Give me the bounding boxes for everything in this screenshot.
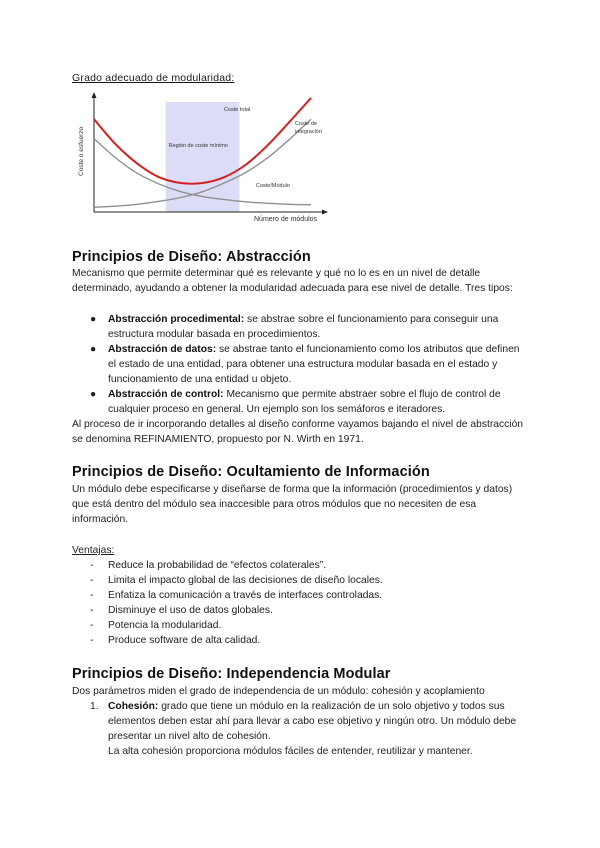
ocultamiento-intro: Un módulo debe especificarse y diseñarse de forma que la información (procedimientos y datos) que está dentro del módulo sea inaccesible para otros módulos que no necesiten de esa información.: [72, 484, 513, 525]
dash-marker: -: [90, 560, 94, 571]
modularity-chart: [72, 88, 372, 238]
term: Abstracción procedimental:: [108, 314, 245, 325]
section-heading-ocultamiento: Principios de Diseño: Ocultamiento de Información: [72, 464, 430, 480]
list-number: 1.: [90, 701, 99, 712]
definition: se abstrae sobre el funcionamiento para conseguir una estructura modular basada en procedimientos.: [108, 314, 499, 340]
term: Abstracción de control:: [108, 389, 224, 400]
independencia-list: [90, 699, 530, 759]
dash-marker: -: [90, 635, 94, 646]
definition: Mecanismo que permite abstraer sobre el flujo de control de cualquier proceso en general. Un ejemplo son los semáforos e iteradores.: [108, 389, 501, 415]
abstraccion-closing: Al proceso de ir incorporando detalles al diseño conforme vayamos bajando el nivel de abstracción se denomina REFINAMIENTO, propuesto por N. Wirth en 1971.: [72, 419, 524, 445]
y-axis-arrow: [92, 92, 97, 98]
definition: se abstrae tanto el funcionamiento como los atributos que definen el estado de una entidad, para obtener una estructura modular basada en el estado y funcionamiento de una entidad u objeto.: [108, 344, 520, 385]
section-heading-independencia: Principios de Diseño: Independencia Modular: [72, 666, 391, 682]
x-axis-arrow: [322, 210, 328, 215]
abstraccion-intro: Mecanismo que permite determinar qué es relevante y qué no lo es en un nivel de detalle determinado, ayudando a obtener la modularidad adecuada para ese nivel de detalle. Tres tipos:: [72, 268, 513, 294]
legend-cost-per-module: Coste/Módulo: [256, 183, 290, 189]
bullet-icon: ●: [90, 389, 97, 400]
min-cost-region: [166, 102, 240, 212]
list-item: - Enfatiza la comunicación a través de interfaces controladas.: [90, 590, 383, 601]
definition-extra: La alta cohesión proporciona módulos fáciles de entender, reutilizar y mantener.: [108, 746, 473, 757]
list-item: - Produce software de alta calidad.: [90, 635, 261, 646]
dash-marker: -: [90, 575, 94, 586]
legend-integration-cost: Coste de integración: [295, 121, 322, 135]
bullet-icon: ●: [90, 314, 97, 325]
list-item: [90, 699, 530, 759]
x-axis-label: Número de módulos: [254, 216, 318, 223]
dash-marker: -: [90, 620, 94, 631]
bullet-icon: ●: [90, 344, 97, 355]
ventajas-list: [90, 558, 510, 648]
term: Abstracción de datos:: [108, 344, 217, 355]
list-item: [90, 312, 530, 342]
section-heading-abstraccion: Principios de Diseño: Abstracción: [72, 249, 311, 265]
list-item: [90, 387, 530, 417]
ventajas-label: Ventajas:: [72, 545, 115, 556]
independencia-intro: Dos parámetros miden el grado de independencia de un módulo: cohesión y acoplamiento: [72, 686, 485, 697]
term: Cohesión:: [108, 701, 159, 712]
list-item: - Limita el impacto global de las decisiones de diseño locales.: [90, 575, 383, 586]
figure-title: Grado adecuado de modularidad:: [72, 72, 235, 84]
abstraccion-types-list: [90, 312, 530, 417]
list-item: - Disminuye el uso de datos globales.: [90, 605, 273, 616]
list-item: [90, 342, 530, 387]
list-item: - Reduce la probabilidad de “efectos colaterales”.: [90, 560, 327, 571]
dash-marker: -: [90, 605, 94, 616]
legend-total-cost: Coste total: [224, 107, 251, 113]
list-item: - Potencia la modularidad.: [90, 620, 222, 631]
region-label: Región de coste mínimo: [168, 143, 228, 149]
dash-marker: -: [90, 590, 94, 601]
definition: grado que tiene un módulo en la realización de un solo objetivo y todos sus elementos deben estar ahí para llevar a cabo ese objetivo y ningún otro. Un módulo debe presentar un nivel alto de cohesión.: [108, 701, 517, 742]
y-axis-label: Coste o esfuerzo: [78, 126, 85, 176]
